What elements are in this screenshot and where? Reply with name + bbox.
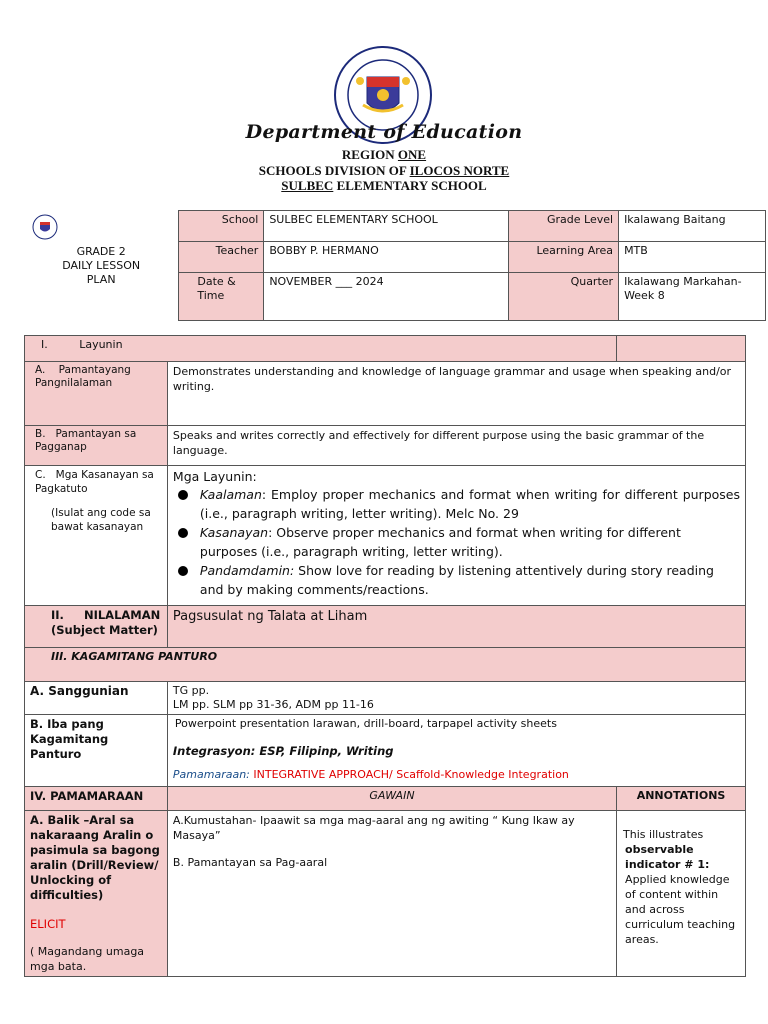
- sanggunian-line-2: LM pp. SLM pp 31-36, ADM pp 11-16: [172, 698, 374, 711]
- mga-layunin-cell: [167, 466, 745, 606]
- objective-pandamdamin-text: Show love for reading by listening attentively during story reading and by making comments/reactions.: [199, 563, 714, 597]
- objective-kasanayan-text: : Observe proper mechanics and format when writing for different purposes (i.e., paragraph writing, letter writing).: [199, 525, 681, 559]
- gawain-heading: GAWAIN: [167, 787, 616, 811]
- balik-aral-cell: [25, 811, 168, 977]
- learning-area-value: MTB: [619, 242, 766, 273]
- region-line: [0, 147, 768, 163]
- pamamaraan-value: INTEGRATIVE APPROACH/ Scaffold-Knowledge Integration: [253, 768, 569, 781]
- objective-pandamdamin-key: Pandamdamin:: [199, 563, 295, 578]
- nilalaman-value: Pagsusulat ng Talata at Liham: [167, 606, 745, 648]
- lesson-info-table: [24, 210, 766, 321]
- school-value: SULBEC ELEMENTARY SCHOOL: [264, 211, 509, 242]
- pamantayang-pangnilalaman-label: A. Pamantayang Pangnilalaman: [25, 362, 168, 426]
- annotation-intro: This illustrates: [623, 828, 704, 841]
- greeting-text: ( Magandang umaga mga bata.: [30, 945, 145, 973]
- integrasyon-label: Integrasyon:: [172, 744, 256, 758]
- kasanayan-note: (Isulat ang code sa bawat kasanayan: [51, 507, 151, 533]
- region-value: ONE: [397, 147, 427, 162]
- kasanayan-label-cell: [25, 466, 168, 606]
- objective-kaalaman: [173, 485, 740, 523]
- iba-pang-kagamitan-cell: [167, 715, 745, 787]
- grade-level-value: Ikalawang Baitang: [619, 211, 766, 242]
- pamantayang-pangnilalaman-text: Demonstrates understanding and knowledge of language grammar and usage when speaking and/or writing.: [167, 362, 745, 426]
- nilalaman-label: II. NILALAMAN (Subject Matter): [25, 606, 168, 648]
- annotations-heading: ANNOTATIONS: [617, 787, 746, 811]
- division-line: [0, 163, 768, 179]
- pamamaraan-heading: IV. PAMAMARAAN: [25, 787, 168, 811]
- iba-pang-kagamitan-label: B. Iba pang Kagamitang Panturo: [25, 715, 168, 787]
- teacher-label: Teacher: [179, 242, 264, 273]
- integrasyon-line: [173, 744, 740, 758]
- objective-kasanayan: [173, 523, 740, 561]
- kagamitang-panturo-heading: III. KAGAMITANG PANTURO: [25, 648, 746, 682]
- department-title: Department of Education: [245, 121, 523, 143]
- lesson-plan-table: [24, 335, 746, 977]
- pamamaraan-line: [173, 768, 740, 782]
- plan-title-line-2: DAILY LESSON: [62, 258, 141, 272]
- sanggunian-label: A. Sanggunian: [25, 682, 168, 715]
- integrasyon-value: ESP, Filipinp, Writing: [259, 744, 394, 758]
- sanggunian-cell: [167, 682, 745, 715]
- plan-title-cell: [24, 211, 179, 321]
- small-deped-seal-logo: [32, 214, 58, 240]
- teacher-value: BOBBY P. HERMANO: [264, 242, 509, 273]
- grade-level-label: Grade Level: [509, 211, 619, 242]
- section-layunin: I. Layunin: [25, 336, 617, 362]
- objective-pandamdamin: [173, 561, 740, 599]
- learning-area-label: Learning Area: [509, 242, 619, 273]
- quarter-value: Ikalawang Markahan- Week 8: [619, 273, 766, 321]
- division-label: SCHOOLS DIVISION OF: [258, 163, 407, 178]
- objective-kaalaman-text: : Employ proper mechanics and format when writing for different purposes (i.e., paragraph writing, letter writing). Melc No. 29: [199, 487, 740, 521]
- date-value: NOVEMBER ___ 2024: [264, 273, 509, 321]
- region-label: REGION: [341, 147, 395, 162]
- school-suffix: ELEMENTARY SCHOOL: [336, 178, 487, 193]
- mga-layunin-heading: Mga Layunin:: [172, 469, 257, 484]
- annotation-cell: [617, 811, 746, 977]
- plan-title-line-3: PLAN: [86, 272, 116, 286]
- activity-kumustahan: A.Kumustahan- Ipaawit sa mga mag-aaral ang ng awiting “ Kung Ikaw ay Masaya”: [172, 814, 575, 842]
- objective-kasanayan-key: Kasanayan: [199, 525, 269, 540]
- bullet-icon: [178, 566, 188, 576]
- elicit-label: ELICIT: [30, 917, 66, 931]
- iba-pang-kagamitan-line: Powerpoint presentation larawan, drill-board, tarpapel activity sheets: [174, 717, 557, 730]
- activity-pamantayan: B. Pamantayan sa Pag-aaral: [172, 856, 328, 869]
- quarter-label: Quarter: [509, 273, 619, 321]
- balik-aral-label: A. Balik –Aral sa nakaraang Aralin o pasimula sa bagong aralin (Drill/Review/ Unlocking of difficulties): [30, 813, 160, 902]
- school-line: [0, 178, 768, 194]
- annotation-text: Applied knowledge of content within and across curriculum teaching areas.: [625, 873, 736, 946]
- date-time-label: Date & Time: [179, 273, 264, 321]
- plan-title-line-1: GRADE 2: [76, 244, 126, 258]
- school-label: School: [179, 211, 264, 242]
- gawain-cell: [167, 811, 616, 977]
- sanggunian-line-1: TG pp.: [172, 684, 210, 697]
- school-prefix: SULBEC: [281, 178, 334, 193]
- section-layunin-blank: [617, 336, 746, 362]
- division-value: ILOCOS NORTE: [409, 163, 510, 178]
- annotation-indicator: observable indicator # 1:: [625, 843, 710, 871]
- bullet-icon: [178, 490, 188, 500]
- kasanayan-label: C. Mga Kasanayan sa Pagkatuto: [35, 469, 154, 495]
- pamantayan-pagganap-label: B. Pamantayan sa Pagganap: [25, 426, 168, 466]
- pamamaraan-label: Pamamaraan:: [172, 768, 250, 781]
- objective-kaalaman-key: Kaalaman: [199, 487, 262, 502]
- pamantayan-pagganap-text: Speaks and writes correctly and effectively for different purpose using the basic grammar of the language.: [167, 426, 745, 466]
- bullet-icon: [178, 528, 188, 538]
